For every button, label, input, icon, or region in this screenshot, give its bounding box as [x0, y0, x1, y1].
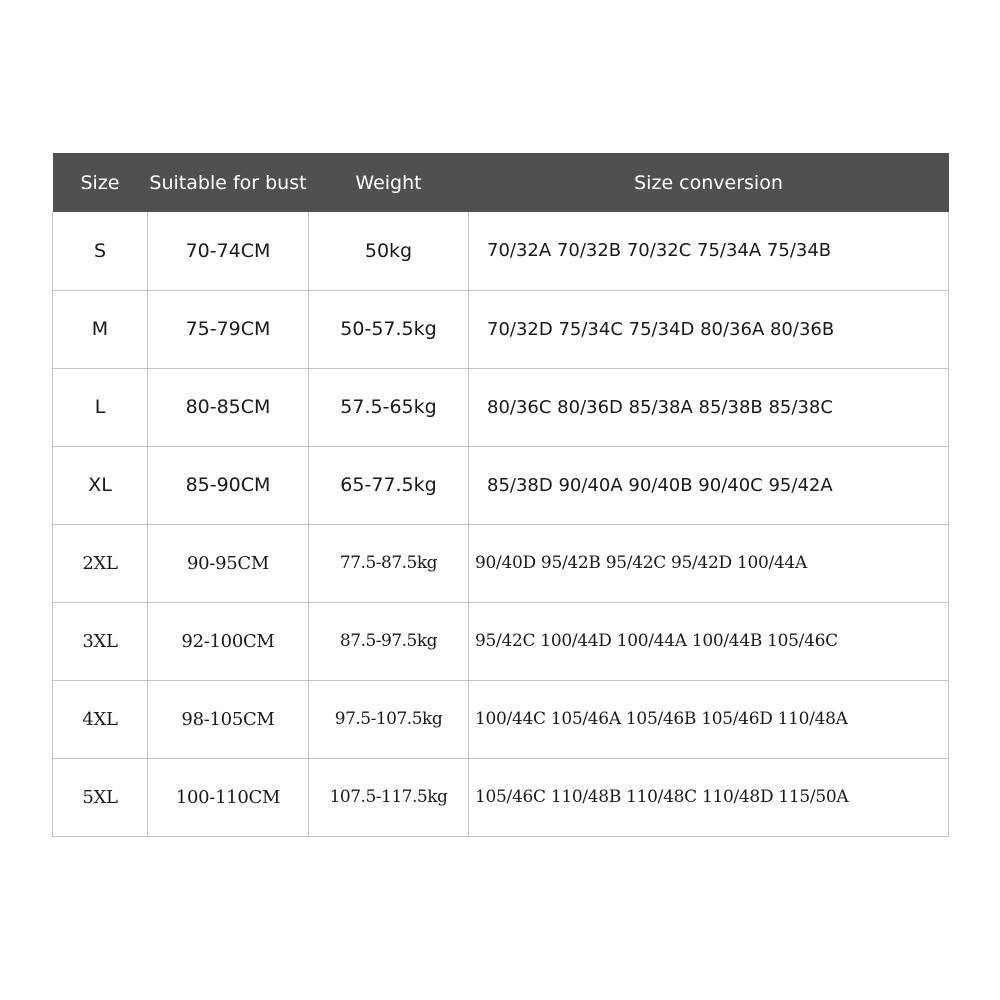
- table-row: [53, 524, 949, 602]
- table-row: [53, 212, 949, 290]
- cell-weight: 77.5-87.5kg: [309, 524, 469, 602]
- cell-bust: 85-90CM: [148, 446, 309, 524]
- cell-conversion: 70/32A 70/32B 70/32C 75/34A 75/34B: [469, 212, 949, 290]
- cell-size: XL: [53, 446, 148, 524]
- cell-size: 3XL: [53, 602, 148, 680]
- cell-conversion: 70/32D 75/34C 75/34D 80/36A 80/36B: [469, 290, 949, 368]
- cell-size: S: [53, 212, 148, 290]
- cell-size: 4XL: [53, 680, 148, 758]
- header-weight: Weight: [355, 171, 422, 194]
- header-size: Size: [80, 171, 120, 194]
- cell-bust: 80-85CM: [148, 368, 309, 446]
- cell-bust: 92-100CM: [148, 602, 309, 680]
- header-row: [53, 153, 949, 212]
- cell-conversion: 100/44C 105/46A 105/46B 105/46D 110/48A: [469, 680, 949, 758]
- cell-size: 2XL: [53, 524, 148, 602]
- header-bust: Suitable for bust: [149, 171, 307, 194]
- cell-conversion: 95/42C 100/44D 100/44A 100/44B 105/46C: [469, 602, 949, 680]
- cell-conversion: 80/36C 80/36D 85/38A 85/38B 85/38C: [469, 368, 949, 446]
- cell-size: M: [53, 290, 148, 368]
- cell-weight: 87.5-97.5kg: [309, 602, 469, 680]
- size-chart-table: [52, 153, 949, 837]
- cell-weight: 57.5-65kg: [309, 368, 469, 446]
- table-header: [53, 153, 949, 212]
- cell-bust: 70-74CM: [148, 212, 309, 290]
- cell-conversion: 90/40D 95/42B 95/42C 95/42D 100/44A: [469, 524, 949, 602]
- table-row: [53, 602, 949, 680]
- cell-weight: 50-57.5kg: [309, 290, 469, 368]
- table-body: [53, 212, 949, 836]
- cell-size: 5XL: [53, 758, 148, 836]
- cell-bust: 98-105CM: [148, 680, 309, 758]
- table-row: [53, 680, 949, 758]
- cell-size: L: [53, 368, 148, 446]
- header-conversion: Size conversion: [634, 171, 783, 194]
- cell-weight: 50kg: [309, 212, 469, 290]
- cell-bust: 90-95CM: [148, 524, 309, 602]
- cell-conversion: 85/38D 90/40A 90/40B 90/40C 95/42A: [469, 446, 949, 524]
- table-row: [53, 290, 949, 368]
- table-row: [53, 758, 949, 836]
- cell-weight: 65-77.5kg: [309, 446, 469, 524]
- table-row: [53, 446, 949, 524]
- cell-bust: 75-79CM: [148, 290, 309, 368]
- cell-weight: 107.5-117.5kg: [309, 758, 469, 836]
- cell-weight: 97.5-107.5kg: [309, 680, 469, 758]
- cell-bust: 100-110CM: [148, 758, 309, 836]
- cell-conversion: 105/46C 110/48B 110/48C 110/48D 115/50A: [469, 758, 949, 836]
- table-row: [53, 368, 949, 446]
